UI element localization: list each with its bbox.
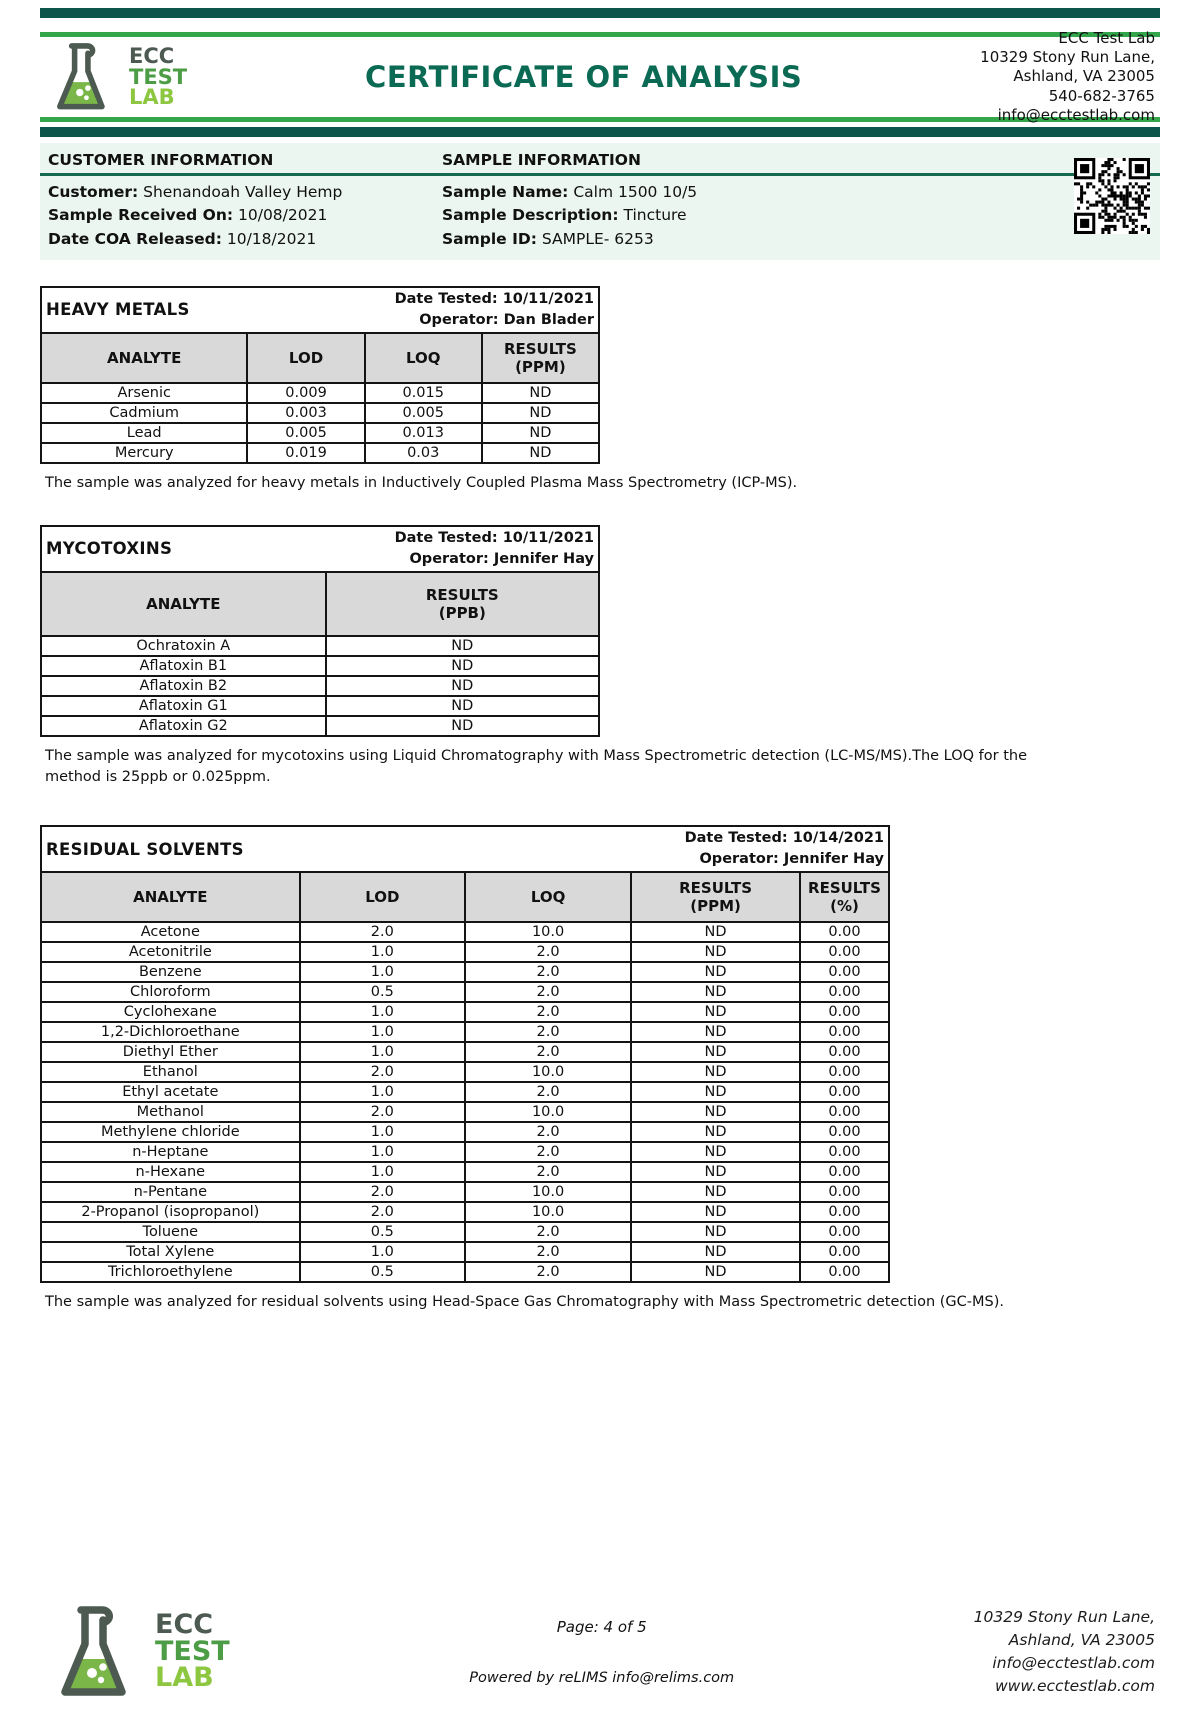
qr-code: [1074, 158, 1150, 234]
document-footer: [45, 1598, 1155, 1706]
table-cell: 0.00: [800, 1182, 889, 1202]
table-cell: 2.0: [465, 1022, 631, 1042]
info-field: Date COA Released: 10/18/2021: [48, 229, 317, 248]
table-cell: Trichloroethylene: [41, 1262, 300, 1282]
table-cell: ND: [631, 1182, 800, 1202]
table-row: [41, 1122, 889, 1142]
footer-center: [469, 1618, 734, 1686]
table-cell: ND: [482, 403, 599, 423]
lab-contact-block: [980, 29, 1155, 125]
flask-icon: [45, 1598, 145, 1706]
table-cell: Benzene: [41, 962, 300, 982]
table-cell: 0.013: [365, 423, 482, 443]
table-cell: Cadmium: [41, 403, 247, 423]
table-cell: 0.00: [800, 1022, 889, 1042]
table-cell: 2.0: [465, 1082, 631, 1102]
table-cell: n-Pentane: [41, 1182, 300, 1202]
table-cell: 2.0: [465, 1002, 631, 1022]
table-cell: 10.0: [465, 922, 631, 942]
ecc-lab-logo: [45, 37, 187, 117]
table-row: [41, 636, 599, 656]
text-line: Ashland, VA 23005: [1008, 1630, 1155, 1649]
header-divider-dark: [40, 127, 1160, 137]
table-cell: 1.0: [300, 1042, 465, 1062]
table-cell: Mercury: [41, 443, 247, 463]
table-cell: ND: [482, 443, 599, 463]
residual-solvents-meta: [685, 828, 884, 870]
table-cell: 1.0: [300, 1142, 465, 1162]
column-header-row: [41, 572, 599, 636]
table-row: [41, 1222, 889, 1242]
table-cell: 2-Propanol (isopropanol): [41, 1202, 300, 1222]
table-cell: ND: [326, 696, 599, 716]
table-cell: 0.5: [300, 1262, 465, 1282]
table-cell: 0.005: [365, 403, 482, 423]
table-cell: Aflatoxin B2: [41, 676, 326, 696]
table-cell: ND: [631, 1262, 800, 1282]
column-header: LOQ: [465, 872, 631, 922]
column-header: ANALYTE: [41, 572, 326, 636]
table-row: [41, 1262, 889, 1282]
table-cell: 0.009: [247, 383, 364, 403]
logo-line-ecc: ECC: [129, 44, 175, 69]
text-line: 540-682-3765: [1048, 86, 1155, 105]
table-cell: 2.0: [465, 1122, 631, 1142]
text-line: 10329 Stony Run Lane,: [973, 1607, 1155, 1626]
table-cell: 2.0: [300, 1202, 465, 1222]
table-cell: 1.0: [300, 962, 465, 982]
table-cell: Ethanol: [41, 1062, 300, 1082]
text-line: info@ecctestlab.com: [992, 1654, 1155, 1672]
logo-line-test: TEST: [129, 64, 188, 89]
date-tested-label: Date Tested:: [394, 290, 498, 307]
table-cell: Acetone: [41, 922, 300, 942]
table-cell: 10.0: [465, 1102, 631, 1122]
table-row: [41, 1182, 889, 1202]
info-field: Sample Name: Calm 1500 10/5: [442, 183, 698, 201]
table-row: [41, 1002, 889, 1022]
column-header-row: [41, 872, 889, 922]
table-cell: 0.00: [800, 1222, 889, 1242]
date-tested-label: Date Tested:: [684, 830, 788, 847]
table-cell: ND: [631, 1102, 800, 1122]
table-cell: 0.00: [800, 1122, 889, 1142]
table-cell: 0.00: [800, 962, 889, 982]
table-row: [41, 1062, 889, 1082]
table-cell: 0.00: [800, 1142, 889, 1162]
table-cell: 1.0: [300, 1002, 465, 1022]
table-row: [41, 982, 889, 1002]
table-cell: Acetonitrile: [41, 942, 300, 962]
column-header: LOD: [300, 872, 465, 922]
sample-info-fields: [442, 181, 1160, 251]
table-row: [41, 1142, 889, 1162]
page-number: Page: 4 of 5: [556, 1618, 647, 1636]
table-row: [41, 696, 599, 716]
heavy-metals-note: The sample was analyzed for heavy metals in Inductively Coupled Plasma Mass Spectrometry (ICP-MS).: [45, 474, 798, 491]
table-cell: 2.0: [465, 1222, 631, 1242]
table-cell: ND: [631, 1242, 800, 1262]
date-tested-value: 10/14/2021: [792, 830, 884, 847]
table-cell: ND: [631, 1082, 800, 1102]
table-cell: 2.0: [465, 1262, 631, 1282]
table-cell: 0.00: [800, 982, 889, 1002]
info-field: Customer: Shenandoah Valley Hemp: [48, 183, 343, 201]
heavy-metals-table: [40, 286, 600, 464]
table-row: [41, 942, 889, 962]
column-header: RESULTS (PPB): [326, 572, 599, 636]
table-cell: 0.03: [365, 443, 482, 463]
table-cell: Lead: [41, 423, 247, 443]
table-cell: 2.0: [465, 962, 631, 982]
table-cell: Cyclohexane: [41, 1002, 300, 1022]
table-row: [41, 716, 599, 736]
customer-info-title: CUSTOMER INFORMATION: [48, 151, 274, 169]
table-cell: ND: [631, 1062, 800, 1082]
logo-line-ecc: ECC: [155, 1609, 214, 1641]
info-section-fields: [40, 176, 1160, 251]
date-tested-label: Date Tested:: [394, 529, 498, 546]
table-row: [41, 1102, 889, 1122]
table-cell: Methanol: [41, 1102, 300, 1122]
table-cell: 2.0: [465, 1142, 631, 1162]
table-cell: n-Heptane: [41, 1142, 300, 1162]
operator-value: Jennifer Hay: [783, 851, 884, 868]
table-cell: Aflatoxin G1: [41, 696, 326, 716]
table-cell: 0.015: [365, 383, 482, 403]
table-cell: 0.00: [800, 1242, 889, 1262]
column-header: RESULTS (PPM): [482, 333, 599, 383]
table-cell: Diethyl Ether: [41, 1042, 300, 1062]
column-header-row: [41, 333, 599, 383]
residual-solvents-table: [40, 825, 890, 1283]
table-cell: Toluene: [41, 1222, 300, 1242]
table-cell: 2.0: [300, 1182, 465, 1202]
info-section-titles: [40, 148, 1160, 176]
table-cell: Chloroform: [41, 982, 300, 1002]
table-row: [41, 676, 599, 696]
table-cell: ND: [631, 922, 800, 942]
operator-label: Operator:: [699, 851, 779, 868]
table-cell: 1.0: [300, 1162, 465, 1182]
table-cell: 0.00: [800, 1062, 889, 1082]
table-cell: ND: [631, 1042, 800, 1062]
heavy-metals-meta: [395, 289, 594, 331]
table-cell: ND: [631, 1162, 800, 1182]
flask-icon: [45, 37, 119, 117]
table-cell: Ochratoxin A: [41, 636, 326, 656]
table-cell: 0.5: [300, 982, 465, 1002]
top-divider-dark: [40, 8, 1160, 18]
logo-text: [129, 46, 187, 108]
section-header-row: [41, 526, 599, 572]
table-cell: ND: [631, 1222, 800, 1242]
table-cell: ND: [631, 1142, 800, 1162]
table-cell: ND: [482, 383, 599, 403]
column-header: LOD: [247, 333, 364, 383]
text-line: info@ecctestlab.com: [997, 105, 1155, 124]
customer-info-fields: [40, 181, 442, 251]
residual-solvents-note: The sample was analyzed for residual solvents using Head-Space Gas Chromatography with Mass Spectrometric detection (GC-MS).: [45, 1294, 1004, 1311]
table-cell: 10.0: [465, 1202, 631, 1222]
info-field: Sample Received On: 10/08/2021: [48, 206, 328, 225]
table-row: [41, 1022, 889, 1042]
table-row: [41, 1162, 889, 1182]
table-cell: 0.00: [800, 1102, 889, 1122]
logo-line-lab: LAB: [129, 85, 175, 110]
table-cell: 0.00: [800, 1042, 889, 1062]
table-cell: ND: [326, 636, 599, 656]
table-cell: 0.005: [247, 423, 364, 443]
column-header: LOQ: [365, 333, 482, 383]
table-cell: 2.0: [465, 942, 631, 962]
table-cell: n-Hexane: [41, 1162, 300, 1182]
column-header: ANALYTE: [41, 872, 300, 922]
logo-line-test: TEST: [155, 1635, 230, 1667]
document-title: CERTIFICATE OF ANALYSIS: [365, 60, 803, 94]
table-cell: 2.0: [300, 922, 465, 942]
table-cell: ND: [631, 982, 800, 1002]
table-cell: 1.0: [300, 1122, 465, 1142]
mycotoxins-title: MYCOTOXINS: [46, 539, 173, 559]
table-row: [41, 1202, 889, 1222]
table-cell: 0.00: [800, 1082, 889, 1102]
column-header: ANALYTE: [41, 333, 247, 383]
table-cell: 0.00: [800, 922, 889, 942]
table-cell: ND: [631, 1002, 800, 1022]
table-cell: 0.00: [800, 1162, 889, 1182]
table-row: [41, 656, 599, 676]
table-cell: ND: [482, 423, 599, 443]
table-cell: 2.0: [465, 1162, 631, 1182]
table-cell: 0.003: [247, 403, 364, 423]
table-cell: 0.00: [800, 942, 889, 962]
info-field: Sample Description: Tincture: [442, 206, 687, 225]
table-cell: ND: [631, 962, 800, 982]
table-cell: ND: [326, 676, 599, 696]
table-row: [41, 383, 599, 403]
operator-value: Dan Blader: [503, 311, 594, 328]
table-cell: 0.00: [800, 1002, 889, 1022]
logo-line-lab: LAB: [155, 1662, 214, 1694]
table-cell: 2.0: [300, 1102, 465, 1122]
table-cell: Methylene chloride: [41, 1122, 300, 1142]
table-cell: Aflatoxin B1: [41, 656, 326, 676]
text-line: Ashland, VA 23005: [1013, 67, 1155, 86]
table-row: [41, 443, 599, 463]
text-line: 10329 Stony Run Lane,: [980, 48, 1155, 67]
section-header-row: [41, 287, 599, 333]
table-cell: 2.0: [465, 1242, 631, 1262]
operator-label: Operator:: [409, 550, 489, 567]
table-cell: ND: [631, 1202, 800, 1222]
footer-address: [974, 1606, 1155, 1699]
sample-info-title: SAMPLE INFORMATION: [442, 151, 641, 169]
table-cell: 10.0: [465, 1182, 631, 1202]
table-cell: 1.0: [300, 1242, 465, 1262]
text-line: ECC Test Lab: [1058, 29, 1155, 48]
table-cell: Arsenic: [41, 383, 247, 403]
table-cell: Aflatoxin G2: [41, 716, 326, 736]
table-cell: ND: [326, 656, 599, 676]
info-field: Sample ID: SAMPLE- 6253: [442, 229, 654, 248]
table-row: [41, 962, 889, 982]
table-row: [41, 403, 599, 423]
table-cell: ND: [631, 1122, 800, 1142]
table-cell: ND: [631, 1022, 800, 1042]
table-cell: Ethyl acetate: [41, 1082, 300, 1102]
column-header: RESULTS (PPM): [631, 872, 800, 922]
table-row: [41, 922, 889, 942]
date-tested-value: 10/11/2021: [502, 529, 594, 546]
table-row: [41, 1242, 889, 1262]
mycotoxins-meta: [395, 528, 594, 570]
table-cell: 1.0: [300, 1082, 465, 1102]
info-section: [40, 143, 1160, 260]
operator-value: Jennifer Hay: [493, 550, 594, 567]
table-cell: 0.00: [800, 1202, 889, 1222]
table-cell: 0.5: [300, 1222, 465, 1242]
table-row: [41, 423, 599, 443]
table-cell: 1.0: [300, 942, 465, 962]
table-cell: 0.019: [247, 443, 364, 463]
powered-by-text: Powered by reLIMS info@relims.com: [469, 1670, 735, 1686]
table-cell: 2.0: [465, 982, 631, 1002]
section-header-row: [41, 826, 889, 872]
mycotoxins-table: [40, 525, 600, 737]
table-row: [41, 1042, 889, 1062]
table-cell: 10.0: [465, 1062, 631, 1082]
document-header: [40, 29, 1160, 124]
table-cell: ND: [326, 716, 599, 736]
footer-logo: [45, 1598, 230, 1706]
table-cell: ND: [631, 942, 800, 962]
operator-label: Operator:: [419, 311, 499, 328]
mycotoxins-note: The sample was analyzed for mycotoxins using Liquid Chromatography with Mass Spectrometric detection (LC-MS/MS).The LOQ for the method is 25ppb or 0.025ppm.: [45, 747, 1028, 786]
residual-solvents-title: RESIDUAL SOLVENTS: [46, 839, 244, 859]
logo-text: [155, 1609, 230, 1694]
text-line: www.ecctestlab.com: [995, 1677, 1155, 1696]
table-cell: Total Xylene: [41, 1242, 300, 1262]
table-cell: 0.00: [800, 1262, 889, 1282]
table-cell: 1,2-Dichloroethane: [41, 1022, 300, 1042]
table-row: [41, 1082, 889, 1102]
heavy-metals-title: HEAVY METALS: [46, 300, 190, 320]
column-header: RESULTS (%): [800, 872, 889, 922]
table-cell: 2.0: [300, 1062, 465, 1082]
table-cell: 2.0: [465, 1042, 631, 1062]
date-tested-value: 10/11/2021: [502, 290, 594, 307]
table-cell: 1.0: [300, 1022, 465, 1042]
